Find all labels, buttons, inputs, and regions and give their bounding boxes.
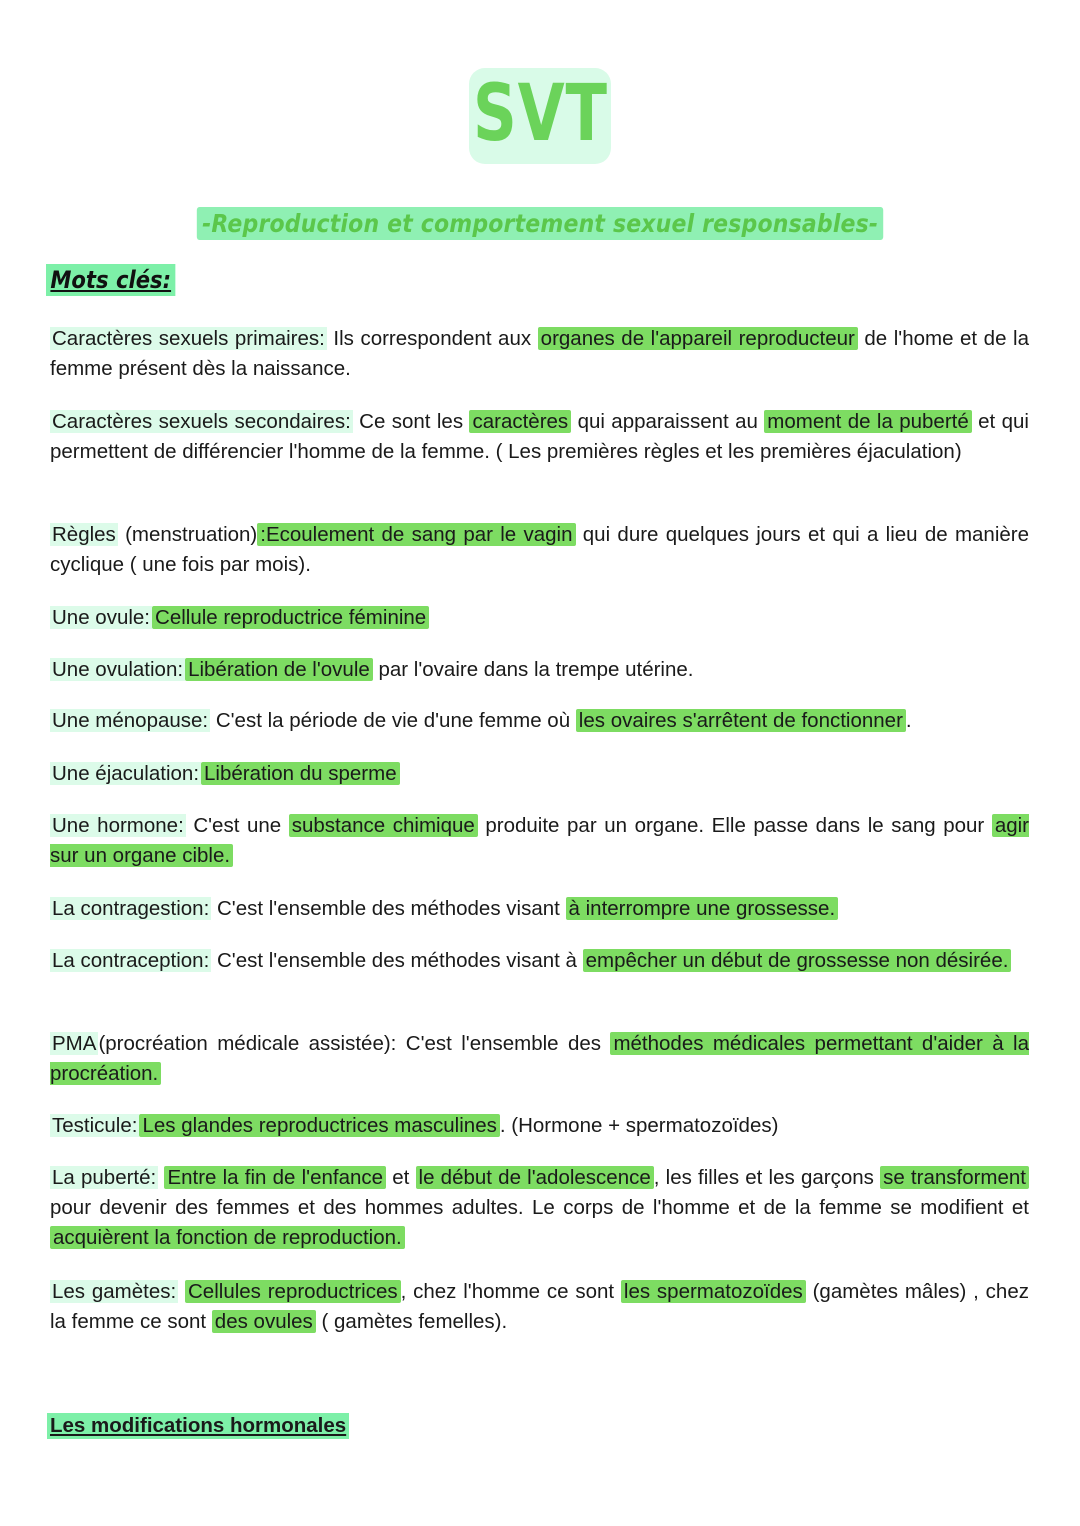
highlight: substance chimique: [289, 814, 478, 837]
text: qui dure quelques jours et qui a lieu de manière cyclique ( une fois par mois).: [50, 523, 1030, 576]
highlight: caractères: [469, 410, 571, 433]
term: La puberté:: [52, 1166, 157, 1189]
definition-menopause: [50, 706, 1029, 736]
highlight: Libération du sperme: [201, 762, 400, 785]
term: La contraception:: [52, 949, 210, 972]
text: C'est l'ensemble des méthodes visant à: [211, 949, 583, 972]
highlight: les spermatozoïdes: [621, 1280, 806, 1303]
text: par l'ovaire dans la trempe utérine.: [372, 658, 694, 681]
text: ( gamètes femelles).: [315, 1310, 508, 1333]
definition-ejaculation: [50, 759, 1029, 789]
term: Une ménopause:: [52, 709, 209, 732]
term: Testicule:: [52, 1114, 138, 1137]
definition-puberte: [50, 1163, 1029, 1253]
highlight: :Ecoulement de sang par le vagin: [257, 523, 575, 546]
term: Une hormone:: [52, 814, 184, 837]
title-box: [469, 68, 611, 164]
highlight: les ovaires s'arrêtent de fonctionner: [576, 709, 906, 732]
page-title: SVT: [472, 69, 608, 159]
term: Une ovule:: [52, 606, 151, 629]
definition-contraception: [50, 946, 1029, 976]
text: pour devenir des femmes et des hommes adultes. Le corps de l'homme et de la femme se modifient et: [50, 1196, 1029, 1219]
text: (procréation médicale assistée): C'est l'ensemble des: [98, 1032, 611, 1055]
highlight: des ovules: [212, 1310, 316, 1333]
highlight: le début de l'adolescence: [416, 1166, 654, 1189]
highlight: méthodes médicales permettant d'aider à la procréation.: [50, 1032, 1029, 1085]
text: Ce sont les: [352, 410, 470, 433]
definition-hormone: [50, 811, 1029, 871]
term: Règles: [52, 523, 116, 546]
term: Caractères sexuels primaires:: [52, 327, 325, 350]
text: de l'home et de la femme présent dès la naissance.: [50, 327, 1029, 380]
highlight: Cellules reproductrices: [185, 1280, 401, 1303]
definition-secondaires: [50, 407, 1029, 467]
subtitle: -Reproduction et comportement sexuel responsables-: [197, 207, 884, 240]
text: (menstruation): [117, 523, 258, 546]
text: C'est une: [185, 814, 289, 837]
definition-contragestion: [50, 894, 1029, 924]
term: La contragestion:: [52, 897, 210, 920]
text: et qui permettent de différencier l'homme de la femme. ( Les premières règles et les premières éjaculation): [50, 410, 1029, 463]
definition-gametes: [50, 1277, 1029, 1337]
highlight: Libération de l'ovule: [185, 658, 373, 681]
subtitle-wrap: [0, 207, 1080, 240]
term: Caractères sexuels secondaires:: [52, 410, 351, 433]
definition-testicule: [50, 1111, 1029, 1141]
term: PMA: [52, 1032, 97, 1055]
definition-regles: [50, 520, 1029, 580]
highlight: moment de la puberté: [764, 410, 972, 433]
definition-ovule: [50, 603, 1029, 633]
highlight: empêcher un début de grossesse non désirée.: [583, 949, 1012, 972]
text: qui apparaissent au: [571, 410, 765, 433]
highlight: Cellule reproductrice féminine: [152, 606, 429, 629]
text: et: [386, 1166, 416, 1189]
text: . (Hormone + spermatozoïdes): [499, 1114, 779, 1137]
section-heading: Les modifications hormonales: [47, 1413, 349, 1439]
text: C'est l'ensemble des méthodes visant: [211, 897, 566, 920]
highlight: Les glandes reproductrices masculines: [139, 1114, 499, 1137]
text: produite par un organe. Elle passe dans le sang pour: [477, 814, 992, 837]
text: (gamètes mâles) , chez la femme ce sont: [50, 1280, 1029, 1333]
definition-primaires: [50, 324, 1029, 384]
definition-ovulation: [50, 655, 1029, 685]
highlight: agir sur un organe cible.: [50, 814, 1029, 867]
text: Ils correspondent aux: [326, 327, 538, 350]
text: .: [905, 709, 912, 732]
term: Une éjaculation:: [52, 762, 200, 785]
text: , les filles et les garçons: [653, 1166, 881, 1189]
term: Une ovulation:: [52, 658, 184, 681]
highlight: Entre la fin de l'enfance: [164, 1166, 386, 1189]
text: C'est la période de vie d'une femme où: [210, 709, 576, 732]
highlight: à interrompre une grossesse.: [566, 897, 839, 920]
term: Les gamètes:: [52, 1280, 177, 1303]
highlight: acquièrent la fonction de reproduction.: [50, 1226, 405, 1249]
text: , chez l'homme ce sont: [400, 1280, 621, 1303]
definition-pma: [50, 1029, 1029, 1089]
highlight: se transforment: [880, 1166, 1029, 1189]
keywords-heading: Mots clés:: [46, 264, 175, 296]
highlight: organes de l'appareil reproducteur: [538, 327, 858, 350]
